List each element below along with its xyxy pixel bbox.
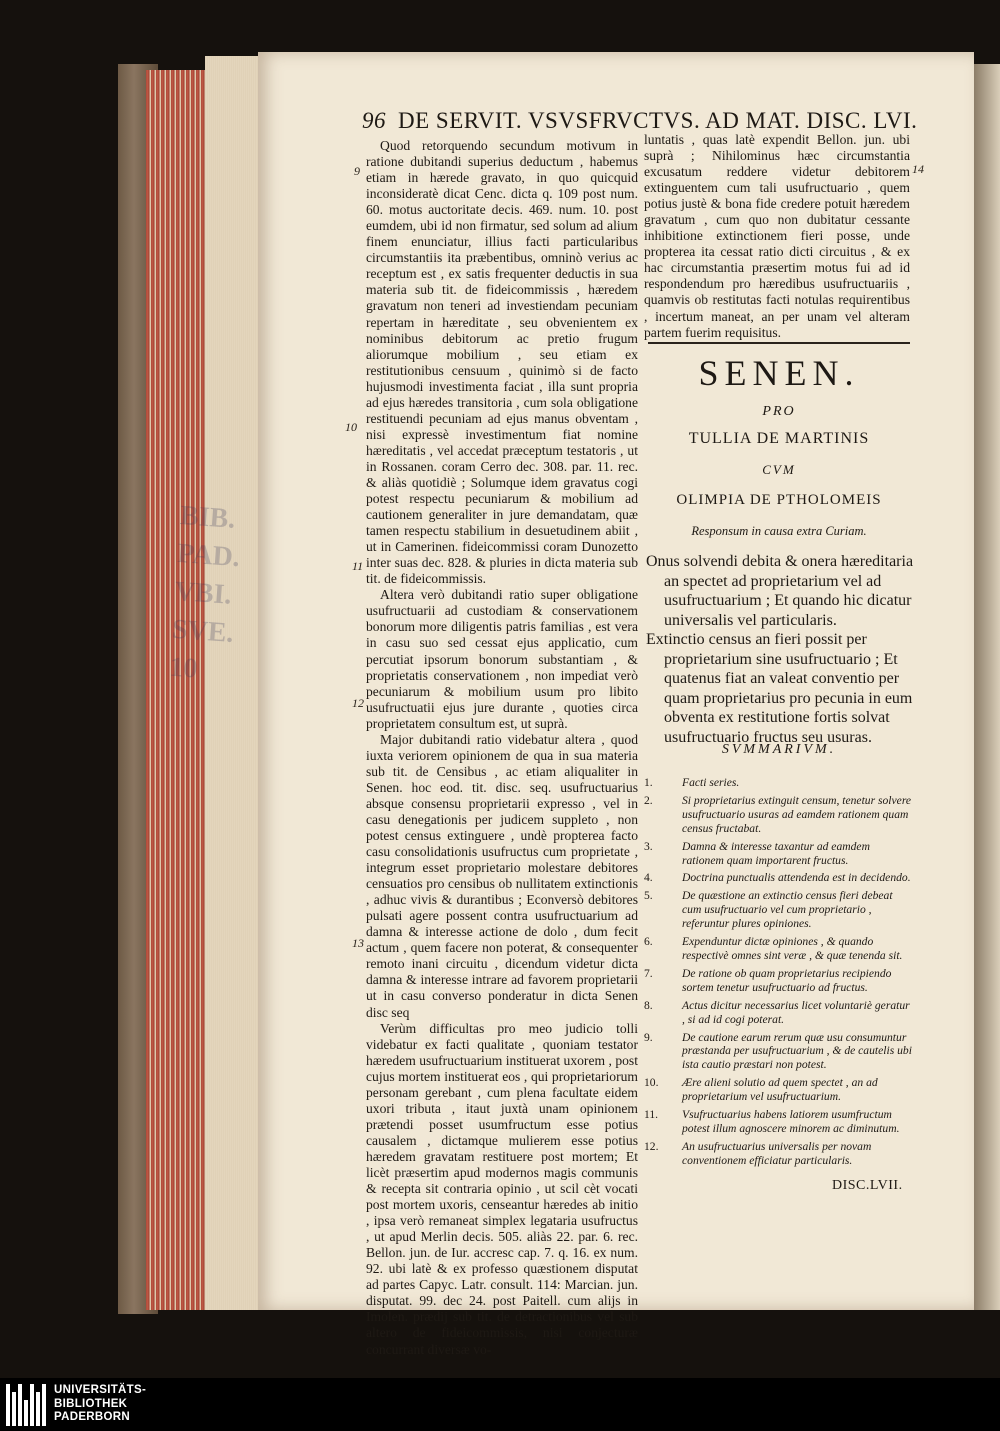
margin-number: 13 — [352, 936, 364, 950]
item-text: De cautione earum rerum quæ usu consumuntur præstanda per usufructuarium , & de cautelis ubi ista cautio præstari non potest. — [682, 1030, 912, 1072]
margin-number: 11 — [352, 559, 364, 573]
summarium-item — [644, 871, 914, 885]
item-text: Damna & interesse taxantur ad eamdem rationem quam importarent fructus. — [682, 839, 870, 867]
summarium-item — [644, 1108, 914, 1136]
left-column — [366, 138, 638, 1358]
item-number: 7. — [644, 966, 653, 980]
margin-number: 12 — [352, 696, 364, 710]
item-text: De quæstione an extinctio census fieri debeat cum usufructuario vel cum proprietario , referuntur plures opiniones. — [682, 889, 893, 931]
margin-number: 14 — [912, 162, 924, 176]
item-text: Actus dicitur necessarius licet voluntariè geratur , si ad id cogi poterat. — [682, 998, 910, 1026]
library-stamp: BIB. PAD. VBI. SVE. 10 — [168, 500, 241, 685]
summarium-item — [644, 776, 914, 790]
item-number: 4. — [644, 871, 653, 885]
left-paragraph: Verùm difficultas pro meo judicio tolli videbatur ex facti qualitate , quoniam testator hæredem usufructuarium instituerat uxorem , post cujus mortem instituerat eos , qui proprietariorum personam gerebant , cum plena facultate eidem uxori tributa , itaut juxtà unam opinionem prætendi posset usumfructum esse potius causalem , dictamque mulierem esse potius hæredem gravatam restituere post mortem; Et licèt præsertim apud modernos magis communis & recepta sit contraria opinio , ut scil cèt vocati post mortem uxoris, censeantur hæredes ab initio , ipsa verò remaneat simplex legataria usufructus , ut apud Merlin decis. 505. aliàs 22. par. 6. rec. Bellon. jun. de Iur. accresc cap. 7. q. 16. ex num. 92. ubi latè & ex professo quæstionem disputat ad partes Capyc. Latr. consult. 114: Marcian. jun. disputat. 99. dec 24. post Paitell. cum alijs in Imolen. prædij sub tit. de detractionibus vel sub altero de fideicommissis, nisi conjecturæ concurrant diversæ vo- — [366, 1020, 638, 1357]
summarium-list — [644, 776, 914, 1172]
item-text: Si proprietarius extinguit censum, tenetur solvere usufructuario usuras ad eamdem rationem quam census fructabat. — [682, 793, 912, 835]
facing-page-edge — [974, 64, 1000, 1310]
lead-paragraph: Onus solvendi debita & onera hæreditaria an spectet ad proprietarium vel ad usufructuarium ; Et quando hic dicatur universalis vel particularis. — [646, 553, 914, 629]
margin-number: 9 — [354, 164, 360, 178]
library-name-line: UNIVERSITÄTS- — [54, 1384, 147, 1396]
library-name — [54, 1384, 146, 1425]
summarium-item — [644, 999, 914, 1027]
item-text: An usufructuarius universalis per novam conventionem efficiatur particularis. — [682, 1139, 872, 1167]
right-column-top — [644, 132, 910, 341]
item-text: Doctrina punctualis attendenda est in decidendo. — [682, 871, 911, 885]
item-text: Vsufructuarius habens latiorem usumfructum potest illum agnoscere minorem ac diminutum. — [682, 1108, 900, 1135]
summarium-item — [644, 935, 914, 963]
library-logo-icon — [6, 1384, 48, 1426]
party-two: OLIMPIA DE PTHOLOMEIS — [676, 492, 882, 508]
party-one: TULLIA DE MARTINIS — [688, 430, 870, 447]
item-number: 2. — [644, 793, 653, 807]
case-place: SENEN. — [698, 353, 860, 393]
item-number: 1. — [644, 776, 653, 789]
item-number: 11. — [644, 1108, 659, 1122]
item-number: 10. — [644, 1076, 659, 1090]
case-pro: PRO — [762, 404, 796, 419]
summarium-item — [644, 840, 914, 868]
item-number: 9. — [644, 1030, 653, 1044]
responsum-line: Responsum in causa extra Curiam. — [691, 524, 867, 538]
item-number: 5. — [644, 889, 653, 903]
lead-paragraph: Extinctio census an fieri possit per proprietarium sine usufructuario ; Et quatenus fiat an valeat conventio per quam proprietarius pro pecunia in eum obventa ex restitutione fortis solvat usufructuario fructus seu usuras. — [646, 631, 913, 746]
library-name-line: PADERBORN — [54, 1411, 130, 1423]
item-number: 3. — [644, 839, 653, 853]
page-number: 96 — [362, 108, 386, 133]
left-paragraph: Altera verò dubitandi ratio super obligatione usufructuarii ad custodiam & conservationem bonorum more diligentis patris familias , est vera in casu suo sed cessat ejus applicatio, cum percutiat ipsorum bonorum substantiam , & proprietatis conservationem , non impediat verò pecuniarum & mobilium usum pro libito usufructuatii ejus jure durante , quoties circa proprietatem consultum est, ut suprà. — [366, 587, 638, 731]
item-text: Expenduntur dictæ opiniones , & quando respectivè omnes sint veræ , & quæ tenenda sit. — [682, 935, 903, 962]
section-rule — [648, 342, 910, 344]
item-number: 6. — [644, 935, 653, 949]
summarium-heading: SVMMARIVM. — [721, 742, 837, 757]
running-title: DE SERVIT. VSVSFRVCTVS. AD MAT. DISC. LVI. — [398, 108, 918, 133]
item-text: Ære alieni solutio ad quem spectet , an ad proprietarium vel usufructuarium. — [682, 1076, 878, 1104]
library-name-line: BIBLIOTHEK — [54, 1397, 128, 1410]
case-lead — [646, 552, 914, 747]
left-paragraph: Major dubitandi ratio videbatur altera , quod iuxta veriorem opinionem de qua in sua materia sub tit. de Censibus , ac etiam aliqualiter in Senen. hoc eod. tit. disc. seq. usufructuarius absque consensu proprietarii expresso , vel in casu denegationis per judicem suppleto , non potest census extinguere , undè propterea facto casu consolidationis usufructus cum proprietate , integrum esset proprietario molestare debitores censuatios pro censibus ob nullitatem extinctionis , adhuc vivis & durantibus ; Econversò debitores pulsati agere possent contra usufructuarium ad damna & interesse actione de dolo , dum fecit actum , quem facere non poterat, & consequenter remoto inani circuitu , dicendum videtur dicta damna & interesse intrare ad favorem proprietarii ut in casu converso ponderatur in dicta Senen disc seq — [366, 731, 638, 1020]
item-text: De ratione ob quam proprietarius recipiendo sortem tenetur usufructuario ad fructus. — [682, 966, 892, 994]
summarium-item — [644, 1031, 914, 1073]
footer-bar — [0, 1378, 1000, 1431]
summarium-item — [644, 1076, 914, 1104]
summarium-item — [644, 1140, 914, 1168]
right-paragraph: luntatis , quas latè expendit Bellon. jun. ubi suprà ; Nihilominus hæc circumstantia excusatum reddere videtur debitorem extinguentem cum tali usufructuario , quem potius justè & bona fide credere potuit hæredem gravatum , cum quo non dubitatur cessante inhibitione extinctionem fieri posse, unde propterea ita cessat ratio dicti circuitus , & ex hac circumstantia præsertim motus fui ad id respondendum pro hæredibus usufructuariis , quamvis ob restitutas facti notulas requirentibus , incertum maneat, an per unam vel alteram partem fuerim requisitus. — [644, 132, 910, 340]
item-number: 8. — [644, 998, 653, 1012]
item-number: 12. — [644, 1139, 659, 1153]
left-paragraph: Quod retorquendo secundum motivum in ratione dubitandi superius deductum , habemus etiam in hærede gravato, in quo quicquid inconsideratè dicat Cenc. dicta q. 109 post num. 60. motus auctoritate decis. 469. num. 10. post eumdem, ubi id non firmatur, sed solum ad alium finem enunciatur, illius facti particularibus circumstantiis ita præbentibus, omninò verius ac receptum est , ex satis frequenter deductis in sua materia sub tit. de fideicommissis , hæredem gravatum non teneri ad investiendam pecuniam repertam in hæreditate , seu obvenientem ex nominibus debitorum ac pretio frugum aliorumque mobilium , seu etiam ex restitutionibus censuum , quinimò si de facto hujusmodi investimenta faciat , illa sunt propria ad ejus hæredes transitoria , cum sola obligatione restituendi pecuniam ad ejus manus obventam , nisi expressè investimentum fiat nomine hæreditatis , vel accedat præceptum testatoris , ut in Rossanen. coram Cerro dec. 308. par. 11. rec. & aliàs quotidiè ; Solumque idem gravatus cogi potest respectu pecuniarum & mobilium ad cautionem generaliter in jure demandatam, quæ tamen respectu stabilium in desuetudinem abiit , ut in Camerinen. fideicommissi coram Dunozetto inter suas dec. 828. & pluries in dicta materia sub tit. de fideicommissis. — [366, 138, 638, 587]
catchword: DISC.LVII. — [832, 1178, 903, 1193]
summarium-item — [644, 794, 914, 836]
case-cum: CVM — [762, 462, 796, 477]
page-block-inner-edges — [205, 56, 265, 1310]
summarium-item — [644, 889, 914, 931]
summarium-item — [644, 967, 914, 995]
margin-number: 10 — [345, 420, 357, 434]
item-text: Facti series. — [682, 776, 740, 789]
